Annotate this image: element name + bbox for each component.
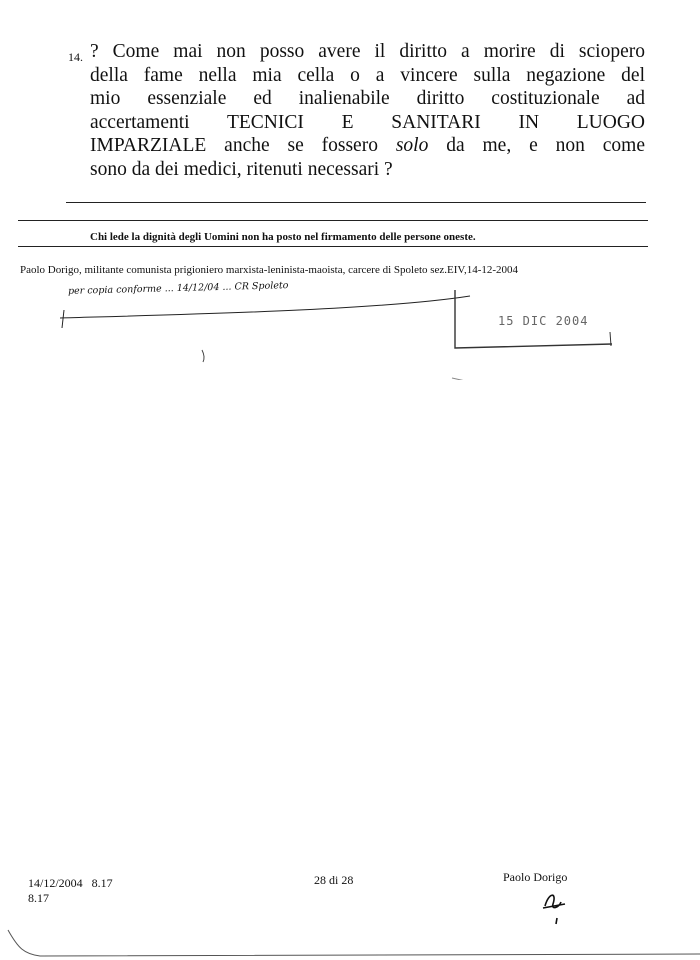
rule-above-motto	[18, 220, 648, 221]
paragraph-line: sono da dei medici, ritenuti necessari ?	[90, 158, 393, 180]
handwritten-note: per copia conforme ... 14/12/04 ... CR Spoleto	[67, 280, 289, 297]
question-paragraph	[90, 40, 645, 182]
paragraph-line-5	[90, 134, 645, 158]
signature-line: Paolo Dorigo, militante comunista prigioniero marxista-leninista-maoista, carcere di Spoleto sez.EIV,14-12-2004	[20, 264, 519, 276]
paragraph-line: mio essenziale ed inalienabile diritto costituzionale ad	[90, 88, 645, 110]
motto: Chi lede la dignità degli Uomini non ha posto nel firmamento delle persone oneste.	[90, 231, 476, 243]
paragraph-line: ? Come mai non posso avere il diritto a morire di sciopero	[90, 41, 645, 62]
footer-author: Paolo Dorigo	[503, 870, 568, 884]
footer-time-2: 8.17	[28, 891, 49, 905]
rule-below-motto	[18, 246, 648, 247]
handwriting-marks	[0, 270, 700, 380]
item-number: 14.	[68, 50, 83, 64]
footer-date: 14/12/2004	[28, 876, 83, 890]
paragraph-line: accertamenti TECNICI E SANITARI IN LUOGO	[90, 111, 645, 133]
footer-time: 8.17	[91, 876, 113, 890]
paragraph-line-5-tail: da me, e non come	[428, 135, 645, 157]
paragraph-line-5-head: IMPARZIALE anche se fossero	[90, 135, 396, 157]
footer-date-block	[28, 876, 113, 906]
rule-under-paragraph	[66, 202, 646, 203]
page-number: 28 di 28	[314, 873, 354, 887]
emphasis-word: solo	[395, 135, 429, 157]
scan-edge	[0, 920, 700, 960]
date-stamp: 15 DIC 2004	[498, 314, 589, 328]
paragraph-line: della fame nella mia cella o a vincere sulla negazione del	[90, 64, 645, 86]
